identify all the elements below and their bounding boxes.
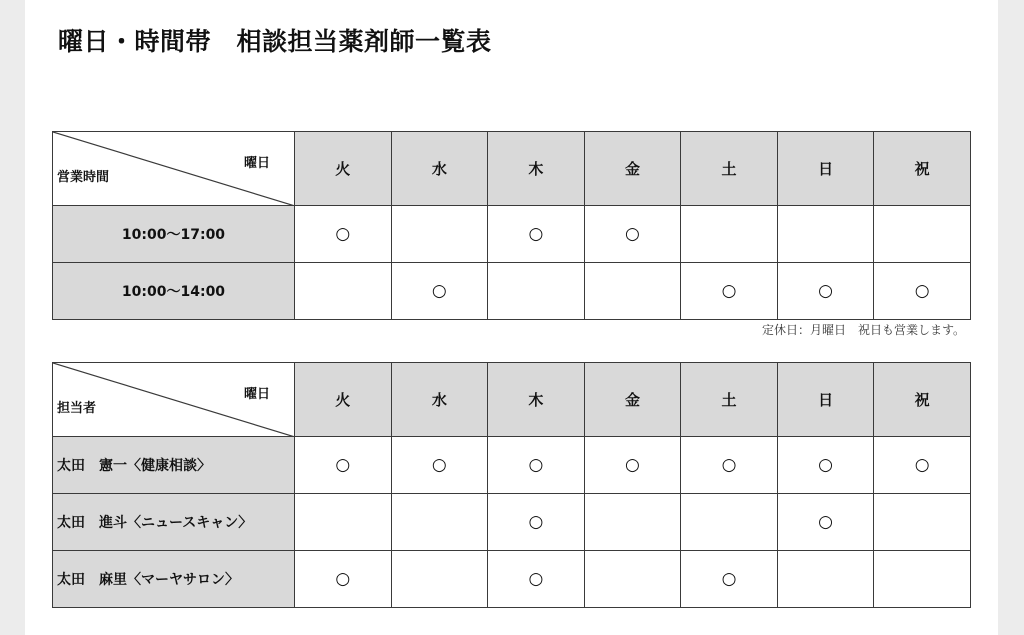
availability-mark: ○: [391, 263, 488, 320]
availability-mark: [874, 494, 971, 551]
availability-mark: ○: [681, 437, 778, 494]
table-row: [53, 551, 971, 608]
availability-mark: ○: [777, 494, 874, 551]
availability-mark: [488, 263, 585, 320]
availability-mark: [295, 494, 392, 551]
day-header: 火: [295, 363, 392, 437]
availability-mark: [584, 494, 681, 551]
availability-mark: [874, 206, 971, 263]
availability-mark: ○: [681, 263, 778, 320]
availability-mark: [584, 263, 681, 320]
day-header: 水: [391, 363, 488, 437]
day-header: 祝: [874, 132, 971, 206]
availability-mark: [391, 206, 488, 263]
availability-mark: [391, 551, 488, 608]
time-slot-label: 10:00～17:00: [53, 206, 295, 263]
day-header: 日: [777, 363, 874, 437]
table-row: [53, 437, 971, 494]
availability-mark: [777, 551, 874, 608]
pharmacist-table: [52, 362, 971, 608]
corner-cell: [53, 132, 295, 206]
availability-mark: ○: [584, 206, 681, 263]
availability-mark: ○: [488, 437, 585, 494]
availability-mark: ○: [295, 551, 392, 608]
availability-mark: ○: [874, 437, 971, 494]
availability-mark: [681, 206, 778, 263]
availability-mark: ○: [488, 551, 585, 608]
day-header: 土: [681, 132, 778, 206]
availability-mark: ○: [777, 437, 874, 494]
table-row: [53, 263, 971, 320]
availability-mark: [584, 551, 681, 608]
day-header: 水: [391, 132, 488, 206]
availability-mark: ○: [295, 437, 392, 494]
availability-mark: [681, 494, 778, 551]
day-header: 土: [681, 363, 778, 437]
business-hours-table: [52, 131, 971, 320]
availability-mark: [295, 263, 392, 320]
availability-mark: ○: [391, 437, 488, 494]
corner-cell: [53, 363, 295, 437]
pharmacist-label: 太田 憲一〈健康相談〉: [53, 437, 295, 494]
document-page: [25, 0, 998, 635]
corner-label-hours: 営業時間: [57, 170, 110, 185]
table-row: [53, 494, 971, 551]
availability-mark: ○: [488, 494, 585, 551]
corner-label-day: 曜日: [243, 387, 270, 402]
corner-label-staff: 担当者: [57, 401, 97, 416]
day-header: 木: [488, 363, 585, 437]
day-header: 金: [584, 363, 681, 437]
availability-mark: ○: [777, 263, 874, 320]
availability-mark: ○: [488, 206, 585, 263]
day-header: 金: [584, 132, 681, 206]
availability-mark: ○: [584, 437, 681, 494]
header-row: [53, 363, 971, 437]
day-header: 祝: [874, 363, 971, 437]
availability-mark: ○: [295, 206, 392, 263]
availability-mark: [777, 206, 874, 263]
day-header: 木: [488, 132, 585, 206]
pharmacist-label: 太田 進斗〈ニュースキャン〉: [53, 494, 295, 551]
table-row: [53, 206, 971, 263]
pharmacist-label: 太田 麻里〈マーヤサロン〉: [53, 551, 295, 608]
availability-mark: ○: [874, 263, 971, 320]
availability-mark: [874, 551, 971, 608]
day-header: 火: [295, 132, 392, 206]
page-title: 曜日・時間帯 相談担当薬剤師一覧表: [58, 27, 492, 56]
day-header: 日: [777, 132, 874, 206]
time-slot-label: 10:00～14:00: [53, 263, 295, 320]
corner-label-day: 曜日: [243, 156, 270, 171]
availability-mark: ○: [681, 551, 778, 608]
closed-day-note: 定休日：月曜日 祝日も営業します。: [761, 323, 965, 337]
header-row: [53, 132, 971, 206]
availability-mark: [391, 494, 488, 551]
